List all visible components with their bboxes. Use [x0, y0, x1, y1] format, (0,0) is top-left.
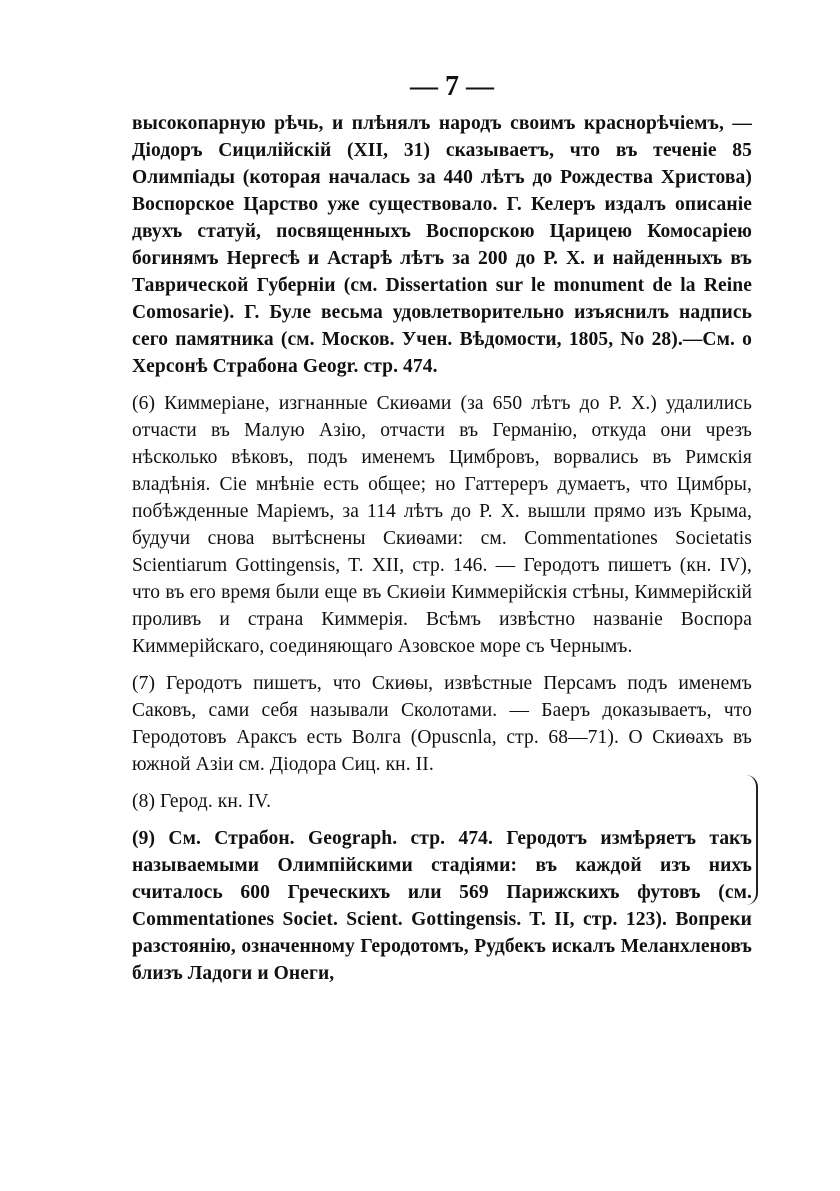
footnote-6: (6) Киммеріане, изгнанные Скиѳами (за 650 лѣтъ до Р. Х.) удалились отчасти въ Малую Азію, отчасти въ Германію, откуда они чрезъ нѣсколько вѣковъ, подъ именемъ Цимбровъ, ворвались въ Римскія владѣнія. Сіе мнѣніе есть общее; но Гаттереръ думаетъ, что Цимбры, побѣжденные Маріемъ, за 114 лѣтъ до Р. Х. вышли прямо изъ Крыма, будучи снова вытѣснены Скиѳами: см. Commentationes Societatis Scientiarum Gottingensis, T. XII, стр. 146. — Геродотъ пишетъ (кн. IV), что въ его время были еще въ Скиѳіи Киммерійскія стѣны, Киммерійскій проливъ и страна Киммерія. Всѣмъ извѣстно названіе Воспора Киммерійскаго, соединяющаго Азовское море съ Чернымъ.	[132, 393, 752, 657]
footnote-7: (7) Геродотъ пишетъ, что Скиѳы, извѣстные Персамъ подъ именемъ Саковъ, сами себя называли Сколотами. — Баеръ доказываетъ, что Геродотовъ Араксъ есть Волга (Opuscnla, стр. 68—71). О Скиѳахъ въ южной Азіи см. Діодора Сиц. кн. II.	[132, 673, 752, 775]
page-number: — 7 —	[410, 71, 494, 102]
margin-bracket	[746, 775, 758, 905]
footnote-8: (8) Герод. кн. IV.	[132, 791, 272, 812]
footnote-9: (9) См. Страбон. Geograph. стр. 474. Геродотъ измѣряетъ такъ называемыми Олимпійскими стадіями: въ каждой изъ нихъ считалось 600 Греческихъ или 569 Парижскихъ футовъ (см. Commentationes Societ. Scient. Gottingensis. T. II, стр. 123). Вопреки разстоянію, означенному Геродотомъ, Рудбекъ искалъ Меланхленовъ близъ Ладоги и Онеги,	[132, 828, 752, 984]
book-page	[132, 70, 752, 987]
footnote-continuation: высокопарную рѣчь, и плѣнялъ народъ своимъ краснорѣчіемъ, — Діодоръ Сицилійскій (XII, 31) сказываетъ, что въ теченіе 85 Олимпіады (которая началась за 440 лѣтъ до Рождества Христова) Воспорское Царство уже существовало. Г. Келеръ издалъ описаніе двухъ статуй, посвященныхъ Воспорскою Царицею Комосаріею богинямъ Нергесѣ и Астарѣ лѣтъ за 200 до Р. Х. и найденныхъ въ Таврической Губерніи (см. Dissertation sur le monument de la Reine Comosarie). Г. Буле весьма удовлетворительно изъяснилъ надпись сего памятника (см. Москов. Учен. Вѣдомости, 1805, No 28).—См. о Херсонѣ Страбона Geogr. стр. 474.	[132, 113, 752, 377]
